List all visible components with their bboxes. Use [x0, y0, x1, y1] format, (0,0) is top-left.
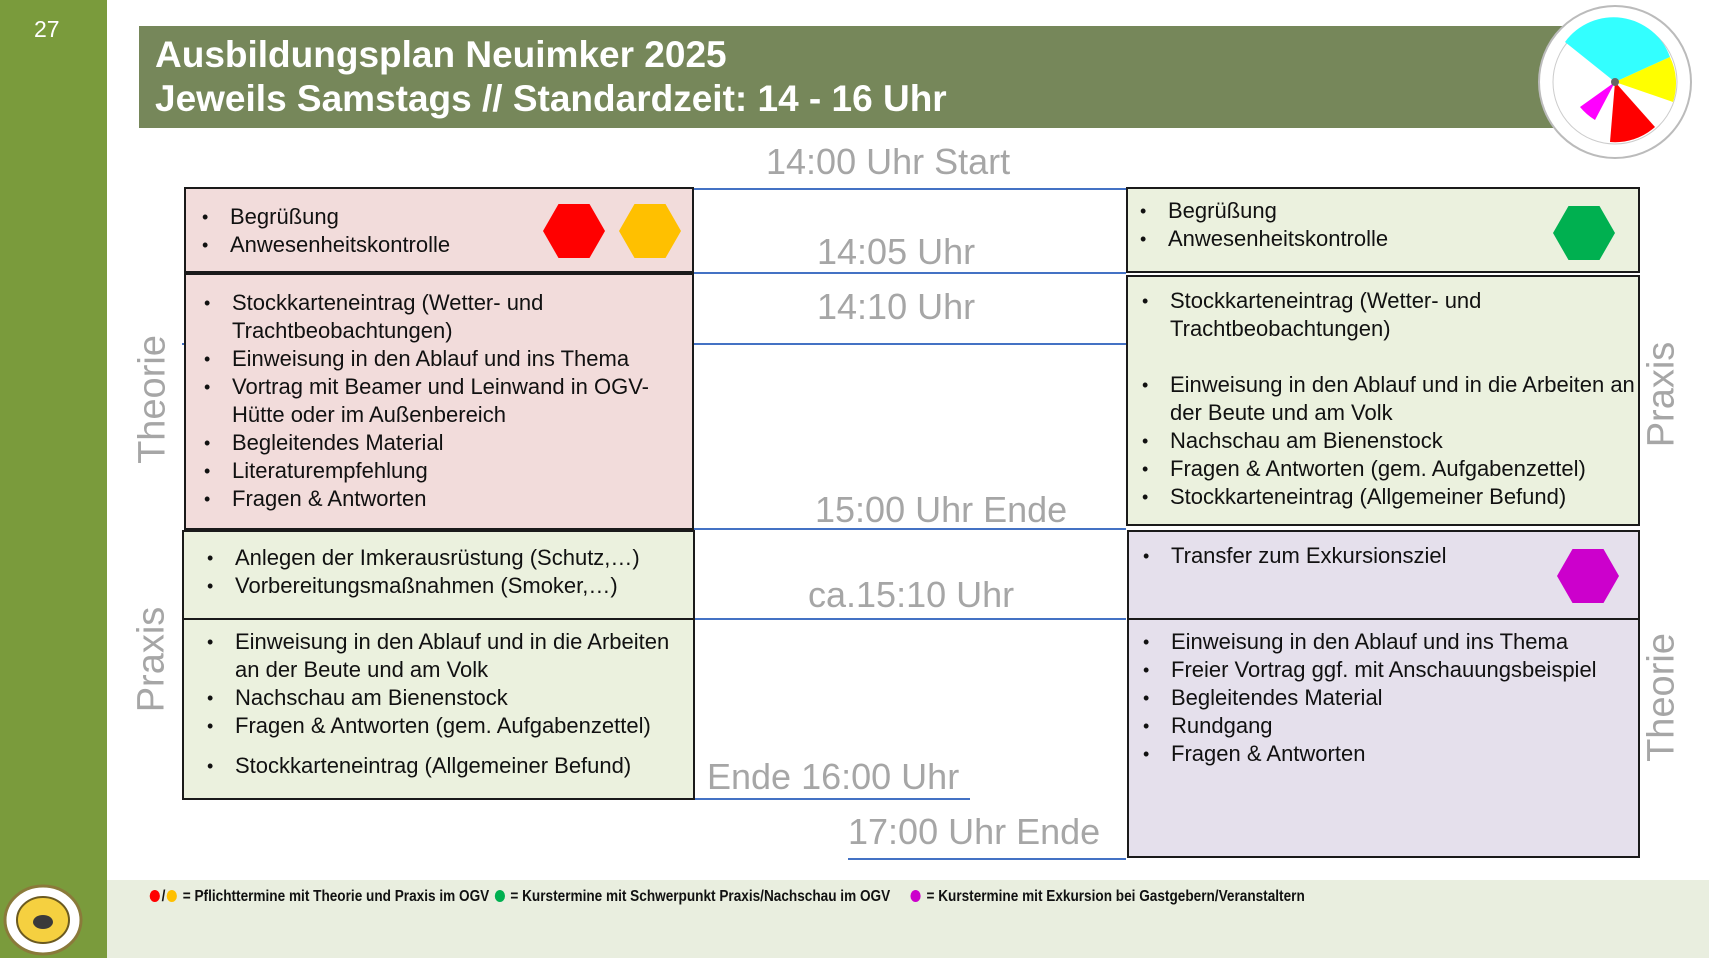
- green-hexagon-icon: [1553, 206, 1615, 260]
- time-line-1500: [693, 528, 1126, 530]
- red-dot-icon: [150, 890, 160, 902]
- list-item: • Anwesenheitskontrolle: [1138, 225, 1388, 253]
- right-box-theory: [1127, 618, 1640, 858]
- right-box-transfer: [1127, 530, 1640, 620]
- red-hexagon-icon: [543, 204, 605, 258]
- time-1410: 14:10 Uhr: [817, 286, 976, 327]
- club-logo-icon: [2, 884, 84, 956]
- list-item: • Begrüßung: [200, 203, 450, 231]
- time-1510: ca.15:10 Uhr: [808, 574, 1015, 615]
- list-item: • Nachschau am Bienenstock: [1140, 427, 1635, 455]
- time-line-start: [693, 188, 1126, 190]
- list-item: • Einweisung in den Ablauf und in die Arbeiten an der Beute und am Volk: [1140, 371, 1635, 427]
- calendar-wheel-icon: [1535, 2, 1695, 162]
- list-item: • Literaturempfehlung: [202, 457, 682, 485]
- list-item: • Stockkarteneintrag (Allgemeiner Befund): [205, 752, 695, 780]
- list-item: • Begleitendes Material: [202, 429, 682, 457]
- list-item: • Fragen & Antworten (gem. Aufgabenzettel): [205, 712, 695, 740]
- list-item: • Transfer zum Exkursionsziel: [1141, 542, 1446, 570]
- yellow-hexagon-icon: [619, 204, 681, 258]
- time-1500: 15:00 Uhr Ende: [815, 489, 1068, 530]
- time-1405: 14:05 Uhr: [817, 231, 976, 272]
- list-item: • Vorbereitungsmaßnahmen (Smoker,…): [205, 572, 695, 600]
- list-item: • Stockkarteneintrag (Wetter- und Trachtbeobachtungen): [202, 289, 682, 345]
- title-line-1: Ausbildungsplan Neuimker 2025: [155, 34, 727, 75]
- left-box-greeting: [184, 187, 694, 273]
- list-item: • Fragen & Antworten: [202, 485, 682, 513]
- legend-mandatory: = Pflichttermine mit Theorie und Praxis im OGV: [182, 888, 490, 905]
- list-item: • Anwesenheitskontrolle: [200, 231, 450, 259]
- list-item: • Rundgang: [1141, 712, 1636, 740]
- list-item: • Fragen & Antworten: [1141, 740, 1636, 768]
- label-left-theorie: Theorie: [131, 335, 174, 464]
- list-item: • Begrüßung: [1138, 197, 1388, 225]
- magenta-hexagon-icon: [1557, 549, 1619, 603]
- yellow-dot-icon: [167, 890, 177, 902]
- left-box-theory: [184, 273, 694, 530]
- slide-number: 27: [34, 16, 60, 42]
- list-item: • Einweisung in den Ablauf und in die Arbeiten an der Beute und am Volk: [205, 628, 695, 684]
- legend-excursion: = Kurstermine mit Exkursion bei Gastgebern/Veranstaltern: [926, 888, 1305, 905]
- list-item: • Fragen & Antworten (gem. Aufgabenzettel): [1140, 455, 1635, 483]
- time-line-end-1700: [848, 858, 1126, 860]
- list-item: • Nachschau am Bienenstock: [205, 684, 695, 712]
- legend: / = Pflichttermine mit Theorie und Praxis im OGV = Kurstermine mit Schwerpunkt Praxis/Nachschau im OGV = Kurstermine mit Exkursion bei Gastgebern/Veranstaltern: [148, 888, 1305, 906]
- label-right-theorie: Theorie: [1640, 633, 1683, 762]
- time-line-1405: [693, 272, 1126, 274]
- label-left-praxis: Praxis: [130, 606, 173, 713]
- list-item: • Vortrag mit Beamer und Leinwand in OGV-Hütte oder im Außenbereich: [202, 373, 682, 429]
- list-item: • Einweisung in den Ablauf und ins Thema: [1141, 628, 1636, 656]
- magenta-dot-icon: [911, 890, 921, 902]
- label-right-praxis: Praxis: [1640, 341, 1683, 448]
- list-item: • Freier Vortrag ggf. mit Anschauungsbeispiel: [1141, 656, 1636, 684]
- right-box-greeting: [1126, 187, 1640, 273]
- right-box-practice: [1126, 275, 1640, 526]
- left-box-practice: [182, 618, 695, 800]
- list-item: • Einweisung in den Ablauf und ins Thema: [202, 345, 682, 373]
- left-box-preparation: [182, 530, 695, 620]
- green-dot-icon: [495, 890, 505, 902]
- time-end-1600: Ende 16:00 Uhr: [707, 756, 960, 797]
- list-item: • Stockkarteneintrag (Wetter- und Trachtbeobachtungen): [1140, 287, 1635, 343]
- list-item: • Anlegen der Imkerausrüstung (Schutz,…): [205, 544, 695, 572]
- time-end-1700: 17:00 Uhr Ende: [848, 811, 1101, 852]
- list-item: • Stockkarteneintrag (Allgemeiner Befund): [1140, 483, 1635, 511]
- title-line-2: Jeweils Samstags // Standardzeit: 14 - 16 Uhr: [155, 78, 947, 119]
- time-start: 14:00 Uhr Start: [766, 141, 1011, 182]
- sidebar: [0, 0, 107, 958]
- list-item: • Begleitendes Material: [1141, 684, 1636, 712]
- time-line-end-1600: [693, 798, 970, 800]
- legend-practice: = Kurstermine mit Schwerpunkt Praxis/Nachschau im OGV: [510, 888, 891, 905]
